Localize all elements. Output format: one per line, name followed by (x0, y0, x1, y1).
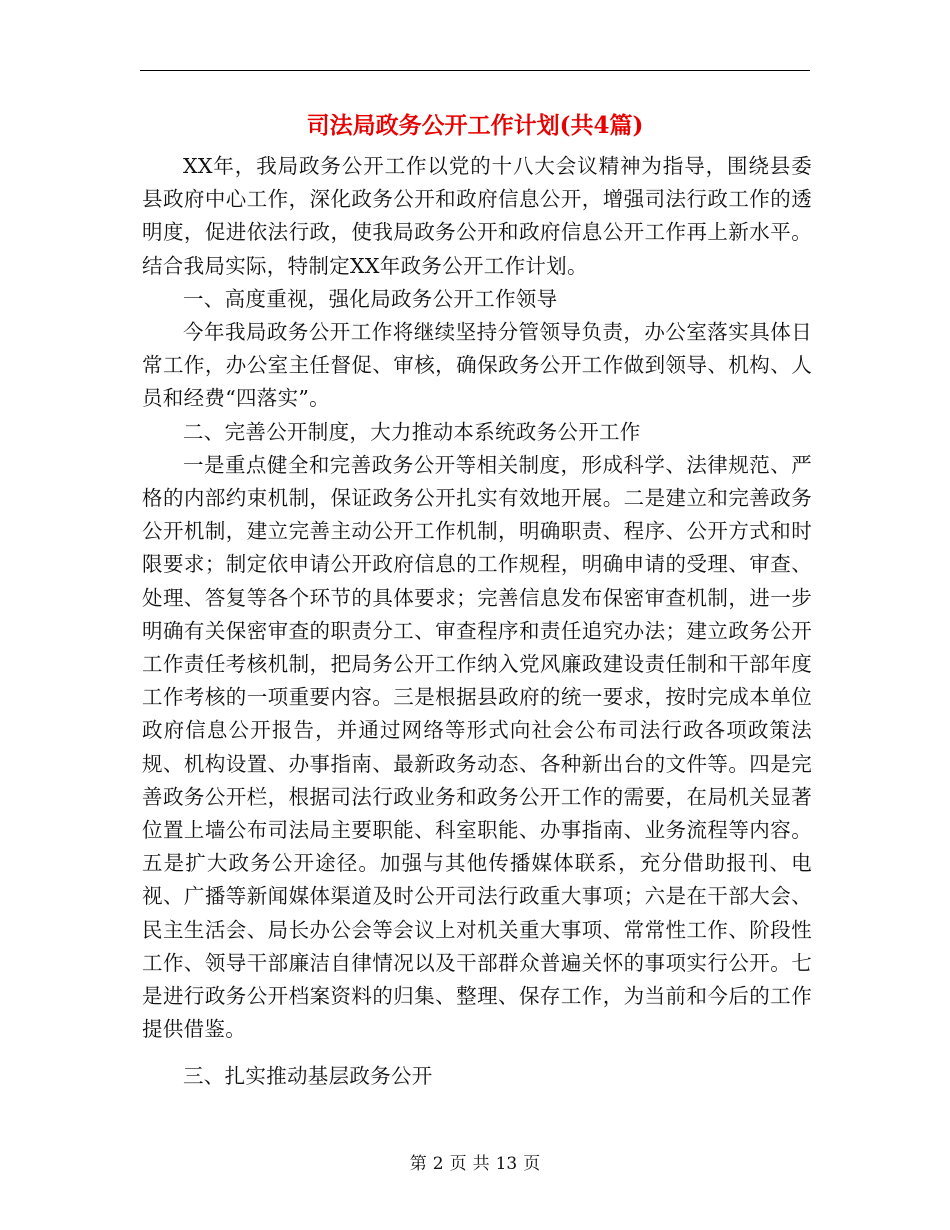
paragraph-section-1: 今年我局政务公开工作将继续坚持分管领导负责，办公室落实具体日常工作，办公室主任督促、审核，确保政务公开工作做到领导、机构、人员和经费“四落实”。 (142, 320, 812, 411)
footer-total-prefix: 共 (472, 1154, 490, 1174)
section-heading-2: 二、完善公开制度，大力推动本系统政务公开工作 (183, 419, 641, 444)
section-heading-3: 三、扎实推动基层政务公开 (183, 1064, 433, 1089)
footer-total-pages: 13 (495, 1154, 518, 1174)
footer-page-word: 页 (449, 1154, 467, 1174)
footer-prefix: 第 (409, 1154, 427, 1174)
footer-suffix: 页 (523, 1154, 541, 1174)
header-rule (140, 70, 810, 71)
page-footer (0, 1152, 950, 1176)
paragraph-section-2: 一是重点健全和完善政务公开等相关制度，形成科学、法律规范、严格的内部约束机制，保证政务公开扎实有效地开展。二是建立和完善政务公开机制，建立完善主动公开工作机制，明确职责、程序、公开方式和时限要求；制定依申请公开政府信息的工作规程，明确申请的受理、审查、处理、答复等各个环节的具体要求；完善信息发布保密审查机制，进一步明确有关保密审查的职责分工、审查程序和责任追究办法；建立政务公开工作责任考核机制，把局务公开工作纳入党风廉政建设责任制和干部年度工作考核的一项重要内容。三是根据县政府的统一要求，按时完成本单位政府信息公开报告，并通过网络等形式向社会公布司法行政各项政策法规、机构设置、办事指南、最新政务动态、各种新出台的文件等。四是完善政务公开栏，根据司法行政业务和政务公开工作的需要，在局机关显著位置上墙公布司法局主要职能、科室职能、办事指南、业务流程等内容。五是扩大政务公开途径。加强与其他传播媒体联系，充分借助报刊、电视、广播等新闻媒体渠道及时公开司法行政重大事项；六是在干部大会、民主生活会、局长办公会等会议上对机关重大事项、常常性工作、阶段性工作、领导干部廉洁自律情况以及干部群众普遍关怀的事项实行公开。七是进行政务公开档案资料的归集、整理、保存工作，为当前和今后的工作提供借鉴。 (142, 452, 812, 1042)
paragraph-intro: XX年，我局政务公开工作以党的十八大会议精神为指导，围绕县委县政府中心工作，深化政务公开和政府信息公开，增强司法行政工作的透明度，促进依法行政，使我局政务公开和政府信息公开工作再上新水平。结合我局实际，特制定XX年政务公开工作计划。 (142, 154, 812, 278)
document-body (142, 150, 812, 1094)
document-title: 司法局政务公开工作计划(共4篇) (306, 112, 644, 139)
section-heading-1: 一、高度重视，强化局政务公开工作领导 (183, 286, 558, 311)
footer-current-page: 2 (432, 1154, 444, 1174)
